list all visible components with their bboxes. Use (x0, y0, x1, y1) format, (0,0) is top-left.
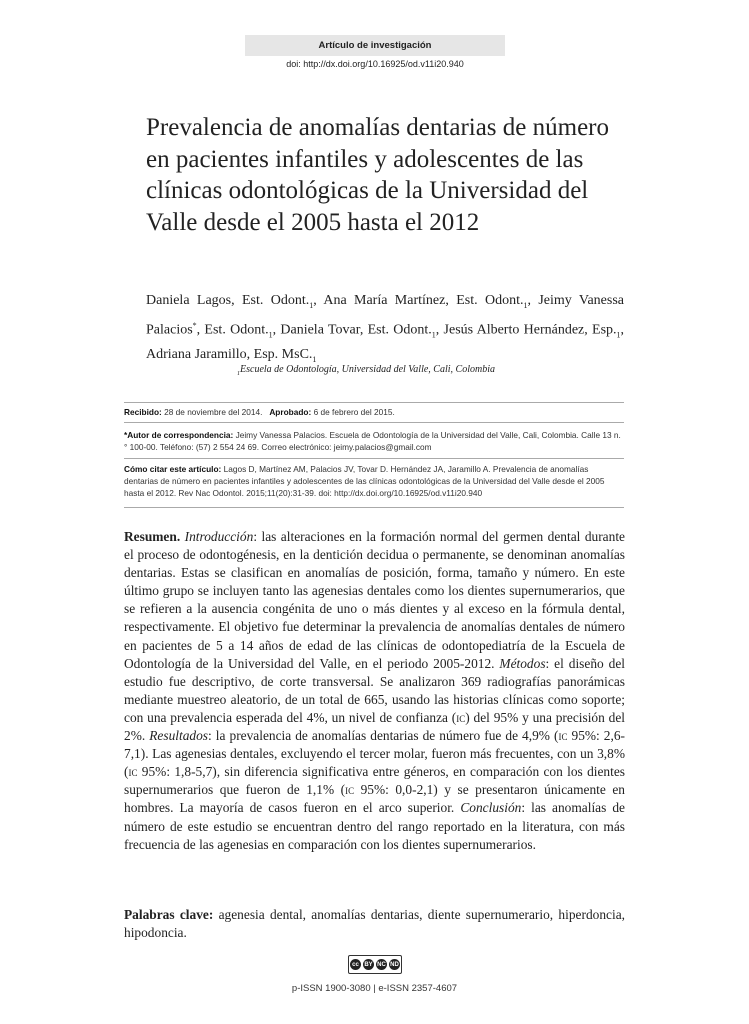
author-name: Jeimy Vanessa Palacios (146, 293, 624, 338)
results-text: 95%: 2,6-7,1). Las agenesias dentales, excluyendo el tercer molar, fueron más frecuentes, con un 3,8% ( (124, 728, 625, 780)
intro-label: Introducción (184, 529, 254, 544)
cc-icon: cc (350, 959, 361, 970)
received-label: Recibido: (124, 407, 162, 417)
results-label: Resultados (149, 728, 209, 744)
ic-abbr: ic (128, 764, 138, 780)
author-name: Daniela Tovar, Est. Odont. (280, 322, 432, 338)
nd-icon: ND (389, 959, 400, 970)
keywords-label: Palabras clave: (124, 907, 214, 922)
by-icon: BY (363, 959, 374, 970)
methods-text: ) del 95% y una precisión del 2%. (124, 709, 625, 744)
results-text: : la prevalencia de anomalías dentarias de número fue de 4,9% ( (208, 728, 559, 744)
ic-abbr: ic (345, 782, 355, 798)
results-text: 95%: 0,0-2,1) y se presentaron únicamente en hombres. La mayoría de casos fueron en el arco superior. (124, 782, 625, 816)
citation-label: Cómo citar este artículo: (124, 464, 222, 474)
correspondence (124, 429, 624, 453)
divider (124, 402, 624, 403)
ic-abbr: ic (456, 709, 466, 725)
abstract-label: Resumen. (124, 529, 181, 544)
author-affiliation-mark: 1 (616, 330, 621, 340)
author-affiliation-mark: 1 (268, 330, 273, 340)
article-type-tag: Artículo de investigación (245, 35, 505, 56)
author-name: Daniela Lagos, Est. Odont. (146, 293, 310, 308)
citation (124, 463, 624, 499)
keywords (124, 906, 625, 942)
author-name: Adriana Jaramillo, Esp. MsC. (146, 347, 313, 363)
citation-text: Lagos D, Martínez AM, Palacios JV, Tovar D. Hernández JA, Jaramillo A. Prevalencia de anomalías dentarias de número en pacientes infantiles y adolescentes de las clínicas odontológicas de la Universidad del Valle desde el 2005 hasta el 2012. Rev Nac Odontol. 2015;11(20):31-39. doi: http://dx.doi.org/10.16925/od.v11i20.940 (124, 464, 605, 498)
received-date: 28 de noviembre del 2014. (164, 407, 263, 417)
approved-date: 6 de febrero del 2015. (313, 407, 395, 417)
results-text: 95%: 1,8-5,7), sin diferencia significativa entre géneros, en comparación con los dientes supernumerarios que fueron de 1,1% ( (124, 764, 625, 798)
article-title: Prevalencia de anomalías dentarias de número en pacientes infantiles y adolescentes de las clínicas odontológicas de la Universidad del Valle desde el 2005 hasta el 2012 (146, 114, 610, 236)
affiliation-text: Escuela de Odontología, Universidad del Valle, Cali, Colombia (240, 364, 495, 375)
intro-text: : las alteraciones en la formación normal del germen dental durante el proceso de odontogénesis, en la dentición decidua o permanente, se denominan anomalías dentarias. Estas se clasifican en anomalías de posición, forma, tamaño y número. En este último grupo se incluyen tanto las agenesias dentales como los dientes supernumerarios, que se refieren a la ausencia congénita de uno o más dientes y al exceso en la fórmula dental, respectivamente. El objetivo fue determinar la prevalencia de anomalías dentales de número en pacientes de 5 a 14 años de edad de las clínicas de odontopediatría de la Escuela de Odontología de la Universidad del Valle, en el periodo 2005-2012. (124, 529, 625, 671)
methods-text: : el diseño del estudio fue descriptivo, de corte transversal. Se analizaron 369 radiografías panorámicas mediante muestreo aleatorio, de un total de 665, usando las historias clínicas como soporte; con una prevalencia esperada del 4%, un nivel de confianza ( (124, 655, 625, 725)
methods-label: Métodos (499, 655, 546, 671)
author-affiliation-mark: 1 (523, 300, 528, 310)
correspondence-text: Jeimy Vanessa Palacios. Escuela de Odontología de la Universidad del Valle, Cali, Colombia. Calle 13 n.° 100-00. Teléfono: (57) 2 554 24 69. Correo electrónico: jeimy.palacios@gmail.com (124, 430, 621, 452)
conclusion-text: : las anomalías de número de este estudio se encuentran dentro del rango reportado en la literatura, con más frecuencia de las agenesias en comparación con los dientes supernumerarios. (124, 800, 625, 852)
nc-icon: NC (376, 959, 387, 970)
correspondence-label: *Autor de correspondencia: (124, 430, 234, 440)
ic-abbr: ic (558, 728, 568, 744)
divider (124, 458, 624, 459)
keywords-text: agenesia dental, anomalías dentarias, diente supernumerario, hiperdoncia, hipodoncia. (124, 907, 625, 941)
header-doi[interactable]: doi: http://dx.doi.org/10.16925/od.v11i20.940 (286, 59, 464, 69)
author-affiliation-mark: 1 (431, 330, 436, 340)
approved-label: Aprobado: (269, 407, 312, 417)
abstract (124, 528, 625, 854)
author-affiliation-mark: 1 (312, 355, 317, 365)
footer-issn: p-ISSN 1900-3080 | e-ISSN 2357-4607 (291, 983, 458, 994)
author-degree: , Est. Odont. (196, 322, 269, 338)
author-name: Ana María Martínez, Est. Odont. (323, 293, 524, 308)
affiliation (237, 364, 637, 377)
authors-block: Daniela Lagos, Est. $Odont._1$, Ana María Martínez, Est. $Odont._1$, Jeimy Vanessa Palacios*, Est. $Odont._1$, Daniela Tovar, Est. $Odont._1$, Jesús Alberto Hernández, $Esp._1$, Adriana Jaramillo, Esp. $MsC._1$ (146, 293, 625, 365)
author-affiliation-mark: 1 (309, 300, 314, 310)
affiliation-mark: 1 (237, 371, 240, 377)
dates-line (124, 406, 624, 418)
divider (124, 507, 624, 508)
creative-commons-badge[interactable] (348, 955, 402, 974)
author-name: Jesús Alberto Hernández, Esp. (443, 322, 617, 338)
divider (124, 422, 624, 423)
corresponding-author-mark: * (192, 320, 197, 330)
conclusion-label: Conclusión (460, 800, 522, 816)
